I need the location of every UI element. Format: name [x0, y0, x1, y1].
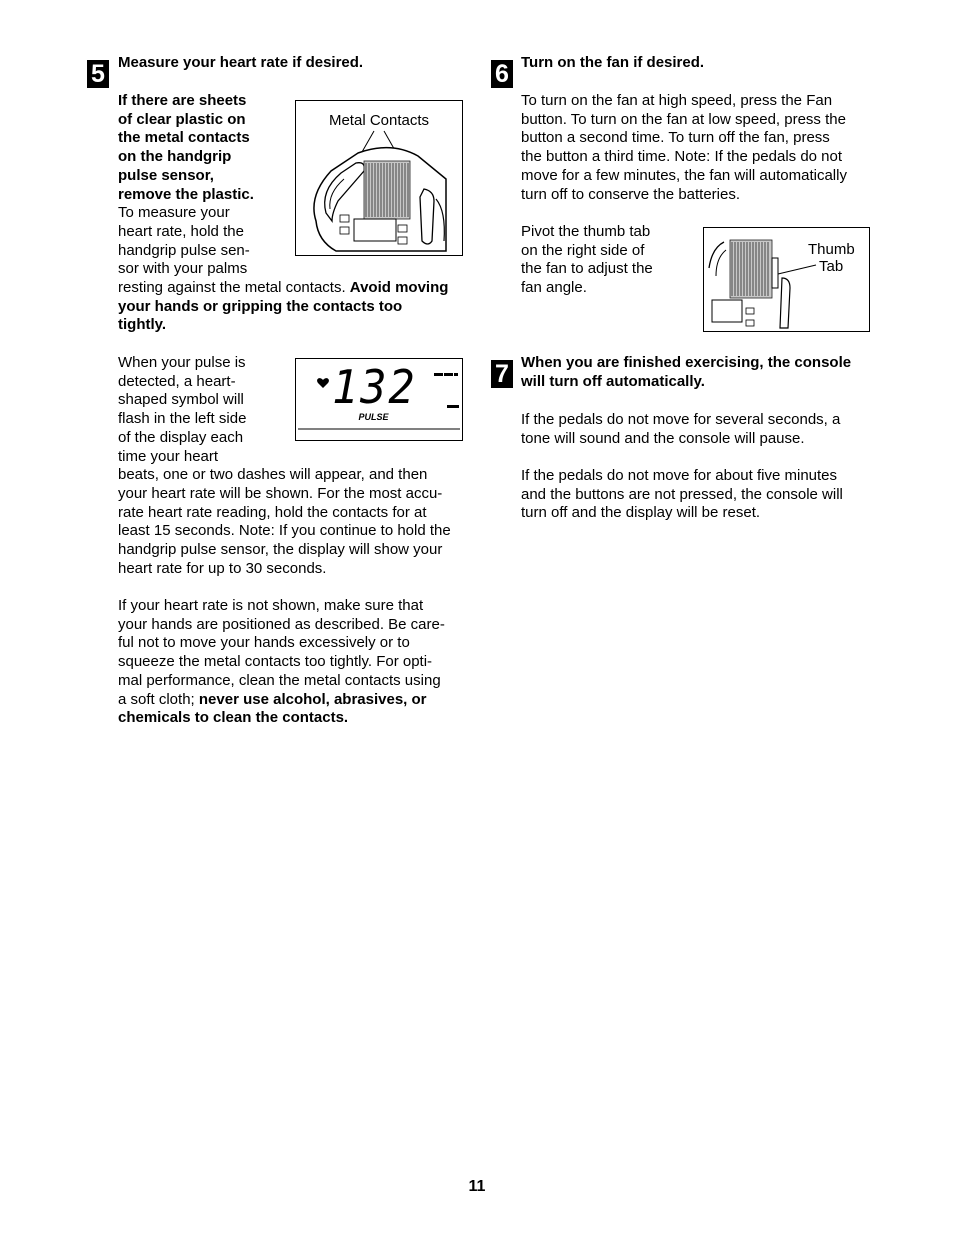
step5-paragraph-3	[118, 597, 468, 728]
text-line: your hands or gripping the contacts too	[118, 297, 403, 315]
step-number-6: 6	[491, 60, 513, 88]
step7-paragraph-1	[521, 411, 881, 448]
text-line: If there are sheets	[118, 92, 247, 109]
text-line: Pivot the thumb tab	[521, 223, 651, 240]
pulse-value: 132	[332, 360, 417, 414]
text-line: To measure your	[118, 204, 230, 222]
step6-paragraph-1	[521, 92, 881, 204]
pulse-display-figure	[295, 358, 463, 441]
text-span: resting against the metal contacts.	[118, 279, 346, 297]
pulse-label: PULSE	[358, 412, 389, 422]
heart-icon	[317, 378, 329, 388]
text-line: time your heart	[118, 447, 219, 465]
text-line: button a second time. To turn off the fan, press	[521, 129, 830, 147]
dash-segment	[447, 405, 456, 408]
dash-segment	[434, 373, 443, 376]
text-line: will turn off automatically.	[521, 372, 705, 390]
text-line: turn off and the display will be reset.	[521, 504, 761, 522]
step5-heading: Measure your heart rate if desired.	[118, 54, 364, 71]
text-line: turn off to conserve the batteries.	[521, 185, 741, 203]
text-span: a soft cloth;	[118, 690, 195, 708]
text-line: on the handgrip	[118, 148, 232, 166]
dash-segment	[454, 373, 458, 376]
text-line: If the pedals do not move for about five minutes	[521, 467, 838, 484]
text-line	[118, 691, 468, 710]
text-line: least 15 seconds. Note: If you continue to hold the	[118, 522, 451, 540]
text-line: of the display each	[118, 428, 244, 446]
thumb-label: Thumb	[808, 241, 855, 258]
metal-contacts-figure	[295, 100, 463, 256]
text-line: your heart rate will be shown. For the most accu-	[118, 484, 443, 502]
text-line: When your pulse is	[118, 354, 246, 371]
step-number-5: 5	[87, 60, 109, 88]
text-line: remove the plastic.	[118, 185, 254, 203]
metal-contacts-label: Metal Contacts	[328, 112, 430, 129]
text-line: and the buttons are not pressed, the console will	[521, 485, 843, 503]
text-line: on the right side of	[521, 241, 645, 259]
warning-text: never use alcohol, abrasives, or	[198, 690, 427, 708]
text-line: handgrip pulse sen-	[118, 241, 250, 259]
text-line: the button a third time. Note: If the pedals do not	[521, 148, 843, 166]
text-line: fan angle.	[521, 279, 587, 297]
text-line: When you are finished exercising, the console	[521, 354, 852, 371]
text-line: the fan to adjust the	[521, 260, 653, 278]
text-line	[118, 279, 468, 298]
text-line: mal performance, clean the metal contacts using	[118, 671, 441, 689]
text-line: heart rate for up to 30 seconds.	[118, 559, 327, 577]
step6-paragraph-2	[521, 223, 691, 298]
text-line: If the pedals do not move for several seconds, a	[521, 411, 841, 428]
text-line: pulse sensor,	[118, 166, 214, 184]
thumb-tab-figure	[703, 227, 870, 332]
text-line: tone will sound and the console will pause.	[521, 429, 805, 447]
step7-paragraph-2	[521, 467, 881, 523]
text-line: your hands are positioned as described. Be care-	[118, 615, 445, 633]
text-line: flash in the left side	[118, 410, 247, 428]
text-line: squeeze the metal contacts too tightly. For opti-	[118, 653, 433, 671]
step6-heading: Turn on the fan if desired.	[521, 54, 705, 71]
text-line: If your heart rate is not shown, make sure that	[118, 597, 424, 614]
text-line: the metal contacts	[118, 129, 250, 147]
text-line: heart rate, hold the	[118, 222, 244, 240]
dash-segment	[456, 405, 459, 408]
text-line: detected, a heart-	[118, 372, 236, 390]
text-line: rate heart rate reading, hold the contacts for at	[118, 503, 427, 521]
warning-text: Avoid moving	[349, 279, 449, 297]
tab-label: Tab	[819, 258, 844, 275]
page-number: 11	[468, 1178, 486, 1195]
text-line: of clear plastic on	[118, 110, 246, 128]
dash-segment	[444, 373, 453, 376]
text-line: tightly.	[118, 316, 167, 334]
handgrip-console-drawing	[296, 101, 462, 255]
text-line: beats, one or two dashes will appear, and then	[118, 466, 428, 484]
step7-heading	[521, 354, 881, 391]
text-line: handgrip pulse sensor, the display will show your	[118, 541, 443, 559]
text-line: move for a few minutes, the fan will automatically	[521, 166, 847, 184]
text-line: button. To turn on the fan at low speed, press the	[521, 110, 846, 128]
text-line: shaped symbol will	[118, 391, 244, 409]
step-number-7: 7	[491, 360, 513, 388]
text-line: sor with your palms	[118, 260, 248, 278]
text-line: chemicals to clean the contacts.	[118, 709, 349, 727]
text-line: To turn on the fan at high speed, press the Fan	[521, 92, 833, 109]
text-line: ful not to move your hands excessively or to	[118, 634, 410, 652]
